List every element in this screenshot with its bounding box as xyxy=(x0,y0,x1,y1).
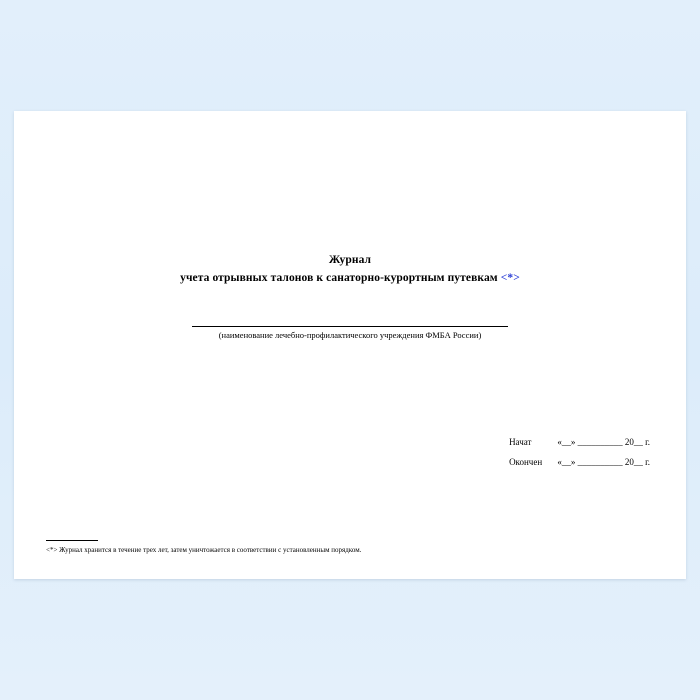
footnote-text: Журнал хранится в течение трех лет, затем уничтожается в соответствии с установленным порядком. xyxy=(59,546,362,554)
title-footnote-marker: <*> xyxy=(500,272,520,284)
footnote-block xyxy=(46,540,646,555)
end-date-row xyxy=(509,452,650,472)
institution-caption: (наименование лечебно-профилактического учреждения ФМБА России) xyxy=(218,330,482,340)
institution-field xyxy=(192,326,508,341)
footnote-marker: <*> xyxy=(46,546,58,554)
start-date-label: Начат xyxy=(509,437,532,447)
title-line-1: Журнал xyxy=(328,254,372,266)
institution-fill-line xyxy=(192,326,508,327)
end-date-value: «__» __________ 20__ г. xyxy=(557,457,650,467)
start-date-row xyxy=(509,432,650,452)
footnote-line xyxy=(46,545,646,555)
start-date-value: «__» __________ 20__ г. xyxy=(557,437,650,447)
document-page xyxy=(14,111,686,579)
end-date-label: Окончен xyxy=(509,457,543,467)
title-line-2-text: учета отрывных талонов к санаторно-курортным путевкам xyxy=(180,272,498,284)
document-title xyxy=(14,251,686,287)
footnote-separator xyxy=(46,540,98,541)
dates-block xyxy=(509,432,650,472)
title-line-2 xyxy=(14,269,686,287)
